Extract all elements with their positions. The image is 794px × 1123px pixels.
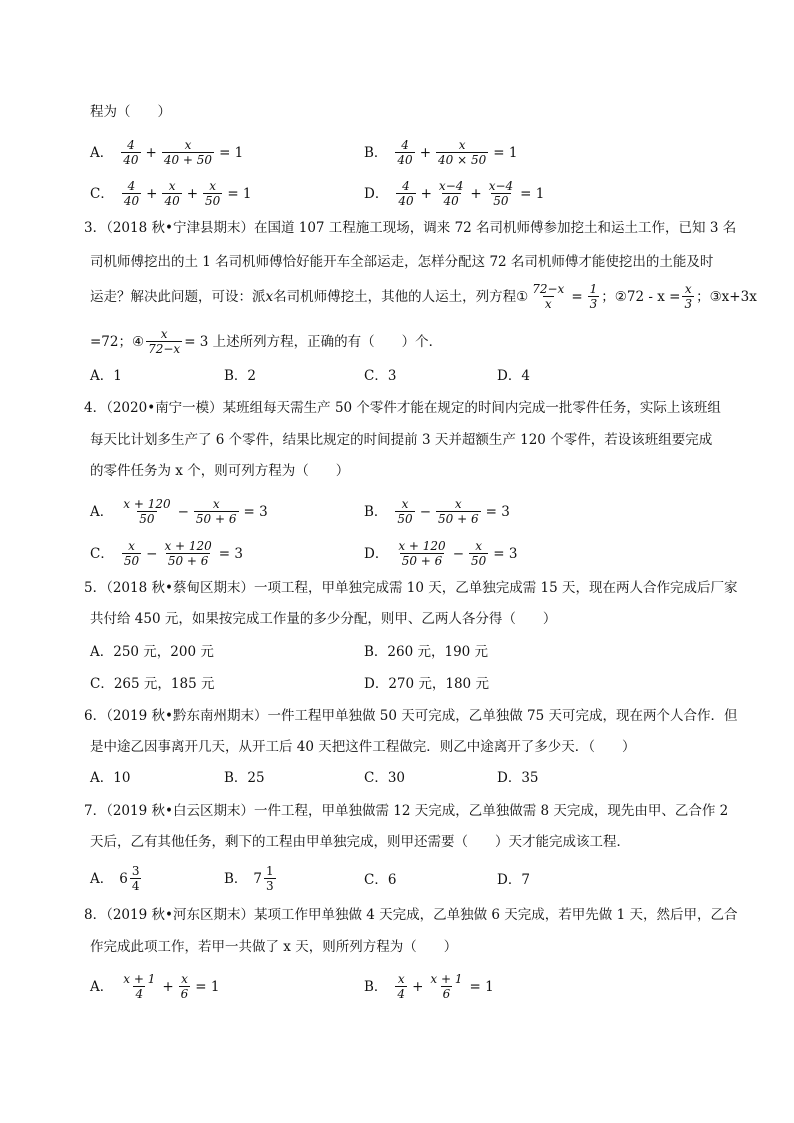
q6-option-b[interactable]: B．25: [224, 770, 265, 786]
q5-stem-line2: 共付给 450 元，如果按完成工作量的多少分配，则甲、乙两人各分得（ ）: [90, 611, 557, 627]
operator: −: [419, 503, 432, 520]
fraction: $\frac{x}{50 + 6}$: [438, 497, 479, 526]
q3-stem-line3: [90, 282, 757, 311]
q4-option-c[interactable]: [90, 539, 243, 568]
operator: +: [145, 144, 157, 161]
q8-stem-line1: 8．（2019 秋•河东区期末）某项工作甲单独做 4 天完成，乙单独做 6 天完成，若甲先做 1 天，然后甲，乙合: [84, 907, 738, 923]
fraction: $\frac{x-4}{50}$: [488, 179, 514, 208]
fraction: $\frac{x}{40 \times 50}$: [438, 138, 487, 167]
option-label: B．: [224, 870, 248, 887]
q7-stem-line2: 天后，乙有其他任务，剩下的工程由甲单独完成，则甲还需要（ ）天才能完成该工程．: [90, 834, 630, 850]
text: =72；: [90, 333, 132, 350]
q2-option-c[interactable]: [90, 179, 252, 208]
circled-number: ①: [516, 288, 529, 305]
equation-rhs: = 1: [520, 185, 545, 202]
q4-option-d[interactable]: [364, 539, 517, 568]
q3-stem-line2: 司机师傅挖出的土 1 名司机师傅恰好能开车全部运走，怎样分配这 72 名司机师傅才能使挖出的土能及时: [90, 254, 714, 270]
q5-stem-line1: 5．（2018 秋•蔡甸区期末）一项工程，甲单独完成需 10 天，乙单独完成需 15 天，现在两人合作完成后厂家: [84, 580, 738, 596]
q3-option-d[interactable]: D．4: [497, 368, 530, 384]
fraction: $\frac{x + 120}{50 + 6}$: [164, 539, 212, 568]
fraction: $\frac{x + 1}{4}$: [123, 972, 156, 1001]
fraction: $\frac{x}{6}$: [180, 972, 189, 1001]
fraction: $\frac{x}{3}$: [684, 282, 693, 311]
mixed-whole: 7: [253, 870, 263, 887]
operator: +: [412, 978, 424, 995]
circled-number: ④: [132, 333, 145, 350]
q7-option-d[interactable]: D．7: [497, 872, 530, 888]
operator: −: [177, 503, 189, 520]
q2-option-d[interactable]: [364, 179, 544, 208]
fraction: $\frac{x}{72-x}$: [148, 327, 181, 356]
fraction: $\frac{1}{3}$: [589, 282, 598, 311]
q4-stem-line2: 每天比计划多生产了 6 个零件，结果比规定的时间提前 3 天并超额生产 120 个零件，若设该班组要完成: [90, 432, 713, 448]
equation-rhs: = 1: [195, 978, 220, 995]
option-label: A．: [90, 870, 114, 887]
q4-stem-line3: 的零件任务为 x 个，则可列方程为（ ）: [90, 463, 350, 479]
q4-option-b[interactable]: [364, 497, 510, 526]
q8-option-b[interactable]: [364, 972, 494, 1001]
q7-option-a[interactable]: [90, 864, 143, 893]
variable: x: [265, 288, 274, 305]
operator: +: [419, 144, 432, 161]
fraction: $\frac{x + 1}{6}$: [430, 972, 463, 1001]
q5-option-a[interactable]: A．250 元，200 元: [90, 644, 214, 660]
operator: −: [146, 545, 158, 562]
text: = 3 上述所列方程，正确的有（ ）个．: [184, 333, 443, 350]
option-label: A．: [90, 978, 114, 995]
fraction: $\frac{x}{4}$: [397, 972, 406, 1001]
q7-option-b[interactable]: [224, 864, 278, 893]
operator: =: [571, 288, 583, 305]
option-label: D．: [364, 185, 389, 202]
fraction: $\frac{4}{40}$: [123, 138, 139, 167]
option-label: B．: [364, 144, 388, 161]
fraction: $\frac{x}{50}$: [205, 179, 221, 208]
q3-option-a[interactable]: A．1: [90, 368, 122, 384]
equation-rhs: = 1: [469, 978, 494, 995]
equation-rhs: = 1: [219, 144, 244, 161]
operator: −: [452, 545, 464, 562]
q2-stem-tail: 程为（ ）: [90, 104, 171, 120]
equation-rhs: = 3: [493, 545, 518, 562]
q7-option-c[interactable]: C．6: [364, 872, 397, 888]
equation-rhs: = 1: [493, 144, 518, 161]
fraction: $\frac{4}{40}$: [123, 179, 140, 208]
fraction: $\frac{x + 120}{50}$: [123, 497, 171, 526]
operator: +: [162, 978, 174, 995]
fraction: $\frac{x-4}{40}$: [438, 179, 464, 208]
q2-option-a[interactable]: [90, 138, 243, 167]
separator: ；: [601, 288, 615, 305]
equation-rhs: = 1: [227, 185, 252, 202]
q3-stem-line4: [90, 327, 442, 356]
fraction: $\frac{x}{50}$: [123, 539, 140, 568]
q3-option-b[interactable]: B．2: [224, 368, 257, 384]
operator: +: [186, 185, 199, 202]
text: 名司机师傅挖土，其他的人运土，列方程: [273, 288, 517, 305]
q6-option-c[interactable]: C．30: [364, 770, 406, 786]
text: 运走？解决此问题，可设：派: [90, 288, 266, 305]
equation-3: ③x+3x: [709, 288, 757, 305]
q6-option-a[interactable]: A．10: [90, 770, 131, 786]
fraction: $\frac{4}{40}$: [397, 138, 413, 167]
q8-option-a[interactable]: [90, 972, 220, 1001]
q7-stem-line1: 7．（2019 秋•白云区期末）一件工程，甲单独做需 12 天完成，乙单独做需 8 天完成，现先由甲、乙合作 2: [84, 803, 729, 819]
equation-rhs: = 3: [218, 545, 243, 562]
option-label: B．: [364, 978, 388, 995]
operator: +: [470, 185, 482, 202]
q6-option-d[interactable]: D．35: [497, 770, 539, 786]
separator: ；: [696, 288, 710, 305]
fraction: $\frac{x + 120}{50 + 6}$: [398, 539, 446, 568]
fraction: $\frac{3}{4}$: [131, 864, 140, 893]
q3-stem-line1: 3．（2018 秋•宁津县期末）在国道 107 工程施工现场，调来 72 名司机师傅参加挖土和运土工作，已知 3 名: [84, 220, 737, 236]
q4-stem-line1: 4．（2020•南宁一模）某班组每天需生产 50 个零件才能在规定的时间内完成一批零件任务，实际上该班组: [84, 400, 721, 416]
q3-option-c[interactable]: C．3: [364, 368, 397, 384]
q2-option-b[interactable]: [364, 138, 517, 167]
option-label: A．: [90, 503, 114, 520]
q5-option-d[interactable]: D．270 元，180 元: [364, 676, 489, 692]
fraction: $\frac{1}{3}$: [266, 864, 274, 893]
option-label: B．: [364, 503, 388, 520]
option-label: C．: [90, 545, 114, 562]
q8-stem-line2: 作完成此项工作，若甲一共做了 x 天，则所列方程为（ ）: [90, 939, 458, 955]
fraction: $\frac{x}{50}$: [397, 497, 413, 526]
equation-rhs: = 3: [485, 503, 510, 520]
fraction: $\frac{x}{50}$: [471, 539, 487, 568]
operator: +: [420, 185, 432, 202]
q5-option-c[interactable]: C．265 元，185 元: [90, 676, 215, 692]
fraction: $\frac{4}{40}$: [398, 179, 414, 208]
fraction: $\frac{x}{40 + 50}$: [163, 138, 213, 167]
q6-stem-line1: 6．（2019 秋•黔东南州期末）一件工程甲单独做 50 天可完成，乙单独做 75 天可完成，现在两个人合作．但: [84, 708, 738, 724]
fraction: $\frac{x}{40}$: [164, 179, 180, 208]
option-label: C．: [90, 185, 114, 202]
equation-rhs: = 3: [243, 503, 268, 520]
fraction: $\frac{72-x}{x}$: [532, 282, 565, 311]
mixed-whole: 6: [119, 870, 128, 887]
option-label: D．: [364, 545, 389, 562]
q4-option-a[interactable]: [90, 497, 268, 526]
option-label: A．: [90, 144, 114, 161]
fraction: $\frac{x}{50 + 6}$: [195, 497, 237, 526]
equation-2: ②72 - x =: [614, 288, 681, 305]
q6-stem-line2: 是中途乙因事离开几天，从开工后 40 天把这件工程做完．则乙中途离开了多少天．（ ）: [90, 739, 636, 755]
operator: +: [146, 185, 158, 202]
q5-option-b[interactable]: B．260 元，190 元: [364, 644, 489, 660]
